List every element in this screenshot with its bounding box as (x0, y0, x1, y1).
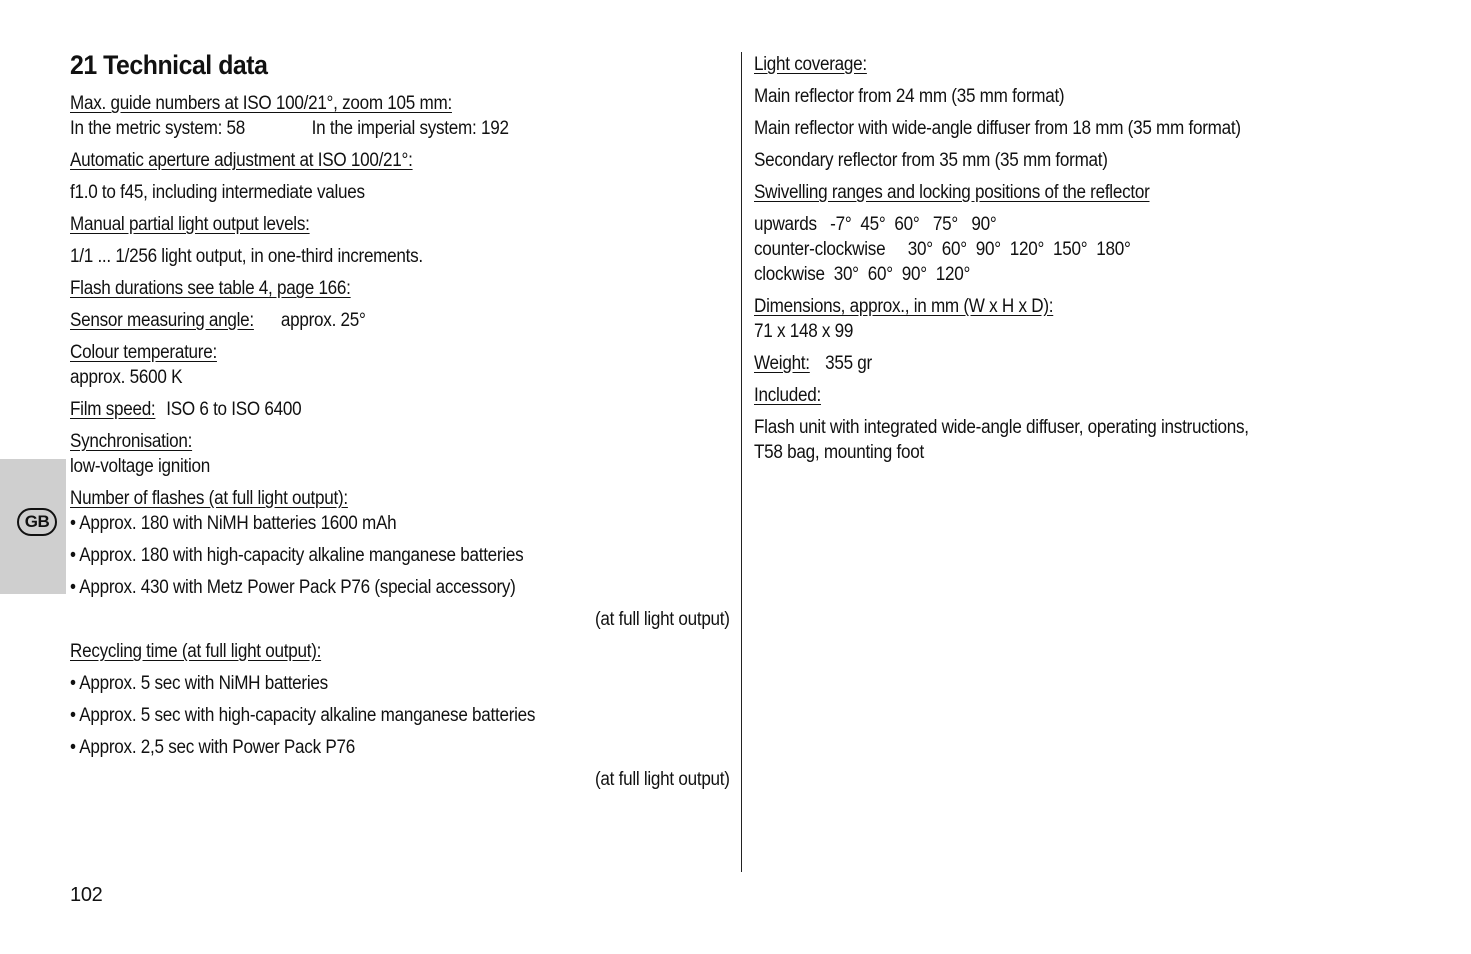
swivel-counter-clockwise: counter-clockwise 30° 60° 90° 120° 150° 180° (754, 239, 1131, 260)
synchronisation-value: low-voltage ignition (70, 456, 211, 477)
dimensions-heading: Dimensions, approx., in mm (W x H x D): (754, 296, 1054, 317)
list-item: • Approx. 2,5 sec with Power Pack P76 (70, 737, 355, 758)
guide-number-metric: In the metric system: 58 (70, 118, 246, 139)
list-item: Secondary reflector from 35 mm (35 mm format) (754, 150, 1108, 171)
light-coverage-heading: Light coverage: (754, 54, 867, 75)
film-speed-value: ISO 6 to ISO 6400 (166, 399, 302, 420)
weight-value: 355 gr (825, 353, 872, 374)
manual-output-heading: Manual partial light output levels: (70, 214, 310, 235)
colour-temperature-heading: Colour temperature: (70, 342, 217, 363)
sensor-angle-value: approx. 25° (280, 310, 366, 331)
page-title: 21 Technical data (70, 50, 268, 80)
included-heading: Included: (754, 385, 821, 406)
list-item: • Approx. 5 sec with NiMH batteries (70, 673, 328, 694)
column-divider (741, 52, 742, 872)
sensor-angle-label: Sensor measuring angle: (70, 310, 254, 331)
swivel-heading: Swivelling ranges and locking positions of the reflector (754, 182, 1150, 203)
manual-output-value: 1/1 ... 1/256 light output, in one-third increments. (70, 246, 423, 267)
list-item: Main reflector with wide-angle diffuser from 18 mm (35 mm format) (754, 118, 1241, 139)
list-item: • Approx. 180 with NiMH batteries 1600 mAh (70, 513, 397, 534)
list-item: Main reflector from 24 mm (35 mm format) (754, 86, 1065, 107)
list-item: • Approx. 430 with Metz Power Pack P76 (special accessory) (70, 577, 516, 598)
recycling-note: (at full light output) (595, 769, 730, 790)
guide-number-imperial: In the imperial system: 192 (311, 118, 509, 139)
film-speed-label: Film speed: (70, 399, 156, 420)
guide-number-heading: Max. guide numbers at ISO 100/21°, zoom 105 mm: (70, 93, 452, 114)
guide-number-values (70, 116, 509, 141)
flashes-note: (at full light output) (595, 609, 730, 630)
included-line-1: Flash unit with integrated wide-angle diffuser, operating instructions, (754, 417, 1249, 438)
dimensions-value: 71 x 148 x 99 (754, 321, 854, 342)
swivel-upwards: upwards -7° 45° 60° 75° 90° (754, 214, 997, 235)
language-badge: GB (17, 508, 57, 536)
aperture-value: f1.0 to f45, including intermediate values (70, 182, 365, 203)
flashes-heading: Number of flashes (at full light output): (70, 488, 348, 509)
aperture-heading: Automatic aperture adjustment at ISO 100/21°: (70, 150, 413, 171)
list-item: • Approx. 5 sec with high-capacity alkaline manganese batteries (70, 705, 536, 726)
recycling-heading: Recycling time (at full light output): (70, 641, 322, 662)
synchronisation-heading: Synchronisation: (70, 431, 193, 452)
weight-label: Weight: (754, 353, 810, 374)
flash-durations-reference: Flash durations see table 4, page 166: (70, 278, 351, 299)
sensor-angle-row (70, 308, 366, 333)
film-speed-row (70, 397, 301, 422)
included-line-2: T58 bag, mounting foot (754, 442, 924, 463)
page-number: 102 (70, 884, 103, 906)
weight-row (754, 351, 872, 376)
list-item: • Approx. 180 with high-capacity alkaline manganese batteries (70, 545, 524, 566)
colour-temperature-value: approx. 5600 K (70, 367, 183, 388)
swivel-clockwise: clockwise 30° 60° 90° 120° (754, 264, 971, 285)
